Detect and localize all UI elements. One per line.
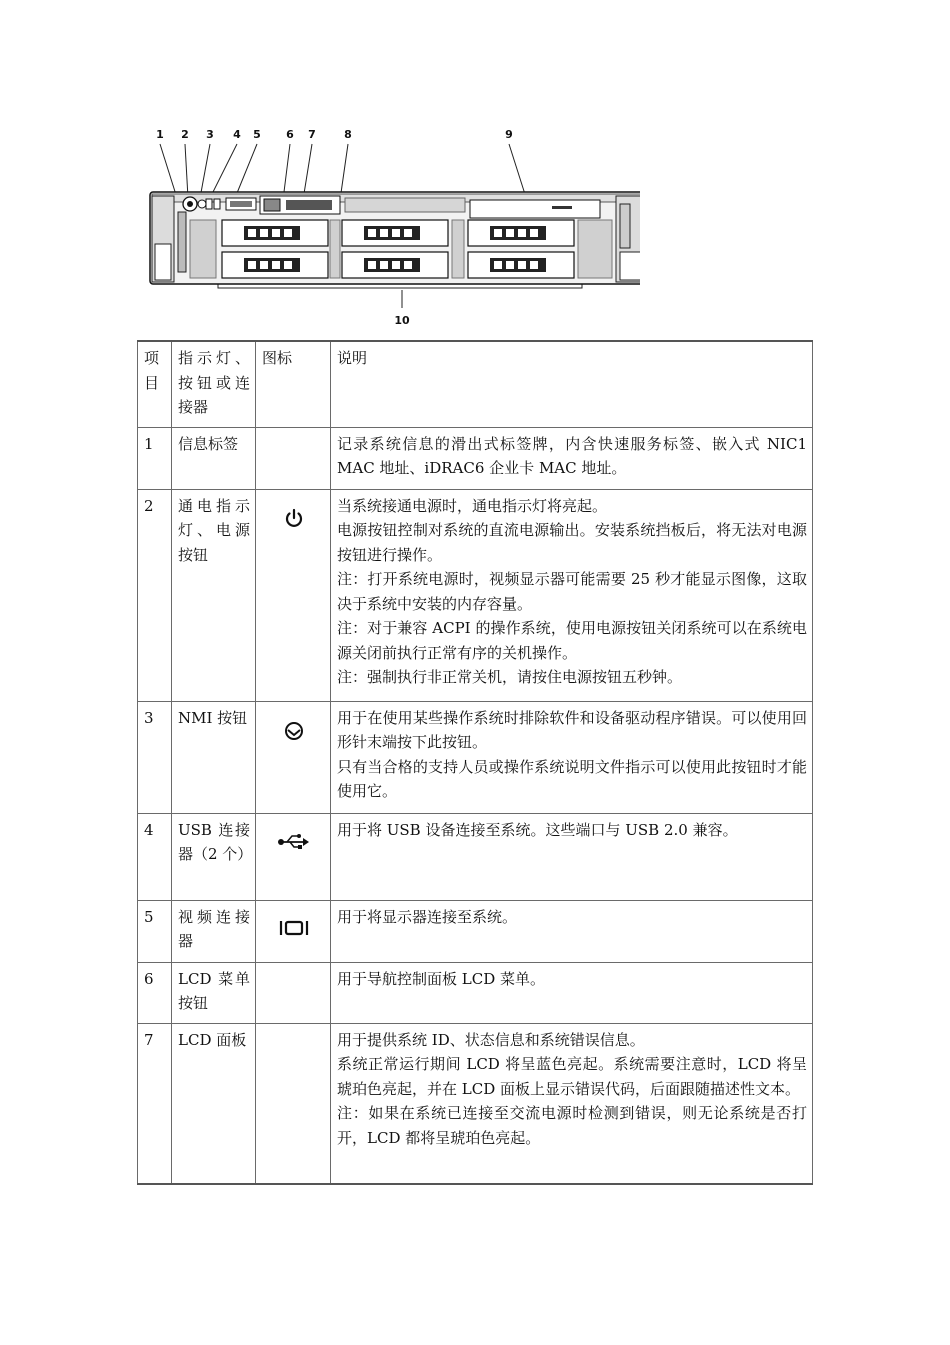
header-indicator: 指示灯、按钮或连接器 bbox=[172, 341, 256, 427]
row-icon bbox=[256, 900, 331, 962]
description-line: 当系统接通电源时，通电指示灯将亮起。 bbox=[337, 496, 608, 515]
callout-7: 7 bbox=[308, 128, 316, 141]
description-line: 用于导航控制面板 LCD 菜单。 bbox=[337, 969, 546, 988]
row-icon bbox=[256, 962, 331, 1023]
header-item: 项目 bbox=[138, 341, 172, 427]
callout-3: 3 bbox=[206, 128, 214, 141]
row-name: LCD 面板 bbox=[172, 1023, 256, 1184]
row-number: 7 bbox=[138, 1023, 172, 1184]
callout-9: 9 bbox=[505, 128, 513, 141]
usb-icon bbox=[277, 832, 311, 852]
description-line: 记录系统信息的滑出式标签牌，内含快速服务标签、嵌入式 NIC1 MAC 地址、iDRAC6 企业卡 MAC 地址。 bbox=[337, 434, 807, 477]
row-icon bbox=[256, 813, 331, 900]
power-icon bbox=[283, 508, 305, 530]
table-row bbox=[138, 962, 813, 1023]
row-name: 信息标签 bbox=[172, 427, 256, 489]
row-description bbox=[331, 701, 813, 813]
header-description: 说明 bbox=[331, 341, 813, 427]
callout-2: 2 bbox=[181, 128, 189, 141]
server-front-panel-drawing bbox=[140, 120, 640, 335]
callout-10: 10 bbox=[394, 314, 410, 327]
row-description bbox=[331, 962, 813, 1023]
row-icon bbox=[256, 701, 331, 813]
server-front-panel-figure bbox=[140, 120, 640, 335]
table-row bbox=[138, 1023, 813, 1184]
nmi-icon bbox=[283, 720, 305, 742]
row-description bbox=[331, 489, 813, 701]
table-row bbox=[138, 701, 813, 813]
table-row bbox=[138, 489, 813, 701]
row-number: 3 bbox=[138, 701, 172, 813]
table-row bbox=[138, 427, 813, 489]
row-number: 2 bbox=[138, 489, 172, 701]
row-number: 4 bbox=[138, 813, 172, 900]
row-description bbox=[331, 427, 813, 489]
description-line: 注：强制执行非正常关机，请按住电源按钮五秒钟。 bbox=[337, 668, 683, 686]
description-line: 注：对于兼容 ACPI 的操作系统，使用电源按钮关闭系统可以在系统电源关闭前执行正常有序的关机操作。 bbox=[337, 619, 807, 662]
row-description bbox=[331, 813, 813, 900]
row-description bbox=[331, 1023, 813, 1184]
row-name: LCD 菜单按钮 bbox=[172, 962, 256, 1023]
description-line: 电源按钮控制对系统的直流电源输出。安装系统挡板后，将无法对电源按钮进行操作。 bbox=[337, 521, 807, 564]
description-line: 系统正常运行期间 LCD 将呈蓝色亮起。系统需要注意时，LCD 将呈琥珀色亮起，并在 LCD 面板上显示错误代码，后面跟随描述性文本。 bbox=[337, 1055, 807, 1098]
callout-8: 8 bbox=[344, 128, 352, 141]
row-icon bbox=[256, 489, 331, 701]
row-name: 视频连接器 bbox=[172, 900, 256, 962]
table-row bbox=[138, 900, 813, 962]
description-line: 用于提供系统 ID、状态信息和系统错误信息。 bbox=[337, 1030, 645, 1049]
description-line: 注：如果在系统已连接至交流电源时检测到错误，则无论系统是否打开，LCD 都将呈琥珀色亮起。 bbox=[337, 1104, 807, 1147]
row-name: 通电指示灯、电源按钮 bbox=[172, 489, 256, 701]
description-line: 用于将显示器连接至系统。 bbox=[337, 907, 518, 926]
description-line: 用于将 USB 设备连接至系统。这些端口与 USB 2.0 兼容。 bbox=[337, 820, 738, 839]
indicator-table bbox=[137, 340, 813, 1185]
video-icon bbox=[279, 919, 309, 937]
callout-4: 4 bbox=[233, 128, 241, 141]
row-description bbox=[331, 900, 813, 962]
description-line: 注：打开系统电源时，视频显示器可能需要 25 秒才能显示图像，这取决于系统中安装的内存容量。 bbox=[337, 570, 807, 613]
header-icon: 图标 bbox=[256, 341, 331, 427]
row-name: USB 连接器（2 个） bbox=[172, 813, 256, 900]
callout-6: 6 bbox=[286, 128, 294, 141]
table-header-row bbox=[138, 341, 813, 427]
callout-1: 1 bbox=[156, 128, 164, 141]
table-row bbox=[138, 813, 813, 900]
description-line: 只有当合格的支持人员或操作系统说明文件指示可以使用此按钮时才能使用它。 bbox=[337, 757, 807, 800]
row-number: 1 bbox=[138, 427, 172, 489]
row-name: NMI 按钮 bbox=[172, 701, 256, 813]
row-number: 5 bbox=[138, 900, 172, 962]
row-number: 6 bbox=[138, 962, 172, 1023]
callout-5: 5 bbox=[253, 128, 261, 141]
row-icon bbox=[256, 1023, 331, 1184]
row-icon bbox=[256, 427, 331, 489]
description-line: 用于在使用某些操作系统时排除软件和设备驱动程序错误。可以使用回形针末端按下此按钮。 bbox=[337, 708, 807, 751]
